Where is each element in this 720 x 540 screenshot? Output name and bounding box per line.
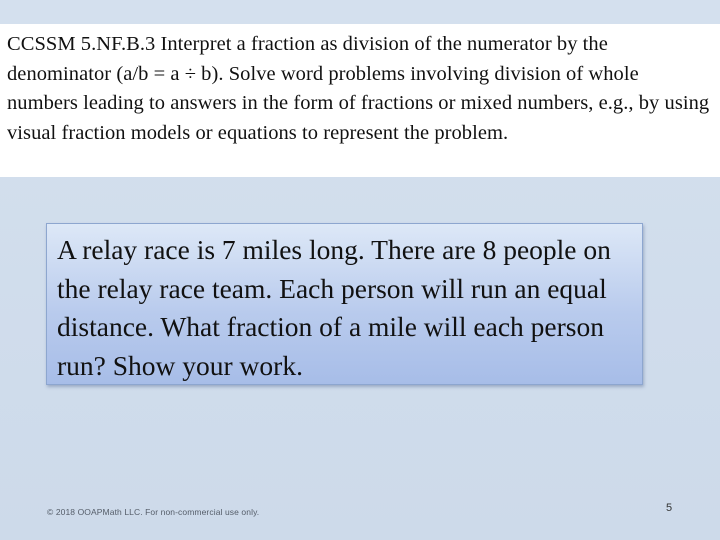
standard-text: CCSSM 5.NF.B.3 Interpret a fraction as division of the numerator by the denominator (a/b = a ÷ b). Solve word problems involving division of whole numbers leading to answers in the form of fractions or mixed numbers, e.g., by using visual fraction models or equations to represent the problem. xyxy=(7,33,710,144)
copyright-notice: © 2018 OOAPMath LLC. For non-commercial use only. xyxy=(47,507,260,517)
page-number: 5 xyxy=(666,502,673,514)
word-problem-text: A relay race is 7 miles long. There are 8 people on the relay race team. Each person will run an equal distance. What fraction of a mile will each person run? Show your work. xyxy=(57,234,611,381)
word-problem-box xyxy=(46,223,643,385)
standard-text-box xyxy=(0,24,720,177)
